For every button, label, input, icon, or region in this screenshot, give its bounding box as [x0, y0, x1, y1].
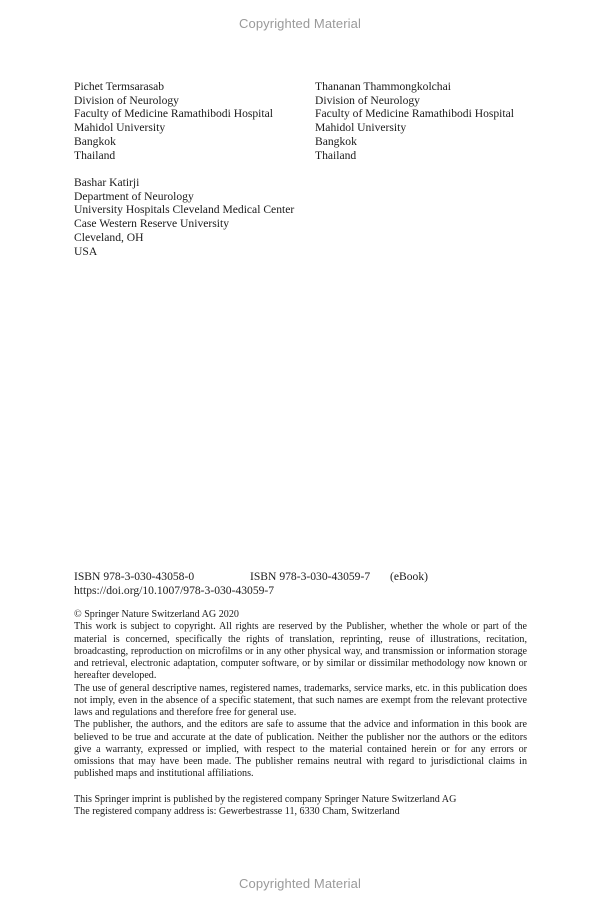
isbn-line — [74, 570, 534, 584]
rights-paragraph: This work is subject to copyright. All rights are reserved by the Publisher, whether the whole or part of the material is concerned, specifically the rights of translation, reprinting, reuse of illustrations, recitation, broadcasting, reproduction on microfilms or in any other physical way, and transmission or information storage and retrieval, electronic adaptation, computer software, or by similar or dissimilar methodology now known or hereafter developed. — [74, 621, 527, 682]
company-address: The registered company address is: Gewerbestrasse 11, 6330 Cham, Switzerland — [74, 806, 400, 818]
author-university: Mahidol University — [315, 121, 407, 135]
isbn-block — [74, 570, 534, 597]
author-block-termsarasab — [74, 80, 273, 162]
author-city: Cleveland, OH — [74, 230, 144, 244]
isbn-ebook: ISBN 978-3-030-43059-7 — [250, 570, 371, 583]
disclaimer-paragraph: The publisher, the authors, and the editors are safe to assume that the advice and information in this book are believed to be true and accurate at the date of publication. Neither the publisher nor the authors or the editors give a warranty, expressed or implied, with respect to the material contained herein or for any errors or omissions that may have been made. The publisher remains neutral with regard to jurisdictional claims in published maps and institutional affiliations. — [74, 719, 527, 780]
legal-notice — [74, 609, 527, 781]
author-city: Bangkok — [74, 134, 116, 148]
author-division: Division of Neurology — [315, 93, 420, 107]
trademark-paragraph: The use of general descriptive names, registered names, trademarks, service marks, etc. in this publication does not imply, even in the absence of a specific statement, that such names are exempt from the relevant protective laws and regulations and therefore free for general use. — [74, 682, 527, 718]
copyright-watermark-top: Copyrighted Material — [239, 16, 361, 31]
copyright-watermark-bottom: Copyrighted Material — [239, 876, 361, 891]
isbn-ebook-format: (eBook) — [390, 570, 428, 583]
copyright-line: © Springer Nature Switzerland AG 2020 — [74, 609, 239, 620]
author-division: Department of Neurology — [74, 189, 194, 203]
author-country: Thailand — [315, 148, 357, 162]
author-name: Bashar Katirji — [74, 176, 140, 189]
author-name: Thananan Thammongkolchai — [315, 80, 451, 93]
author-block-katirji — [74, 176, 294, 258]
author-division: Division of Neurology — [74, 93, 179, 107]
author-city: Bangkok — [315, 134, 357, 148]
isbn-print: ISBN 978-3-030-43058-0 — [74, 570, 195, 583]
author-country: USA — [74, 244, 98, 258]
author-block-thammongkolchai — [315, 80, 514, 162]
author-faculty: Faculty of Medicine Ramathibodi Hospital — [74, 107, 273, 121]
author-faculty: University Hospitals Cleveland Medical Center — [74, 203, 295, 217]
author-country: Thailand — [74, 148, 116, 162]
imprint-notice — [74, 794, 534, 819]
author-university: Mahidol University — [74, 121, 166, 135]
doi-link[interactable]: https://doi.org/10.1007/978-3-030-43059-7 — [74, 583, 275, 597]
author-name: Pichet Termsarasab — [74, 80, 165, 93]
author-university: Case Western Reserve University — [74, 217, 230, 231]
author-faculty: Faculty of Medicine Ramathibodi Hospital — [315, 107, 514, 121]
imprint-line: This Springer imprint is published by the registered company Springer Nature Switzerland AG — [74, 794, 457, 805]
